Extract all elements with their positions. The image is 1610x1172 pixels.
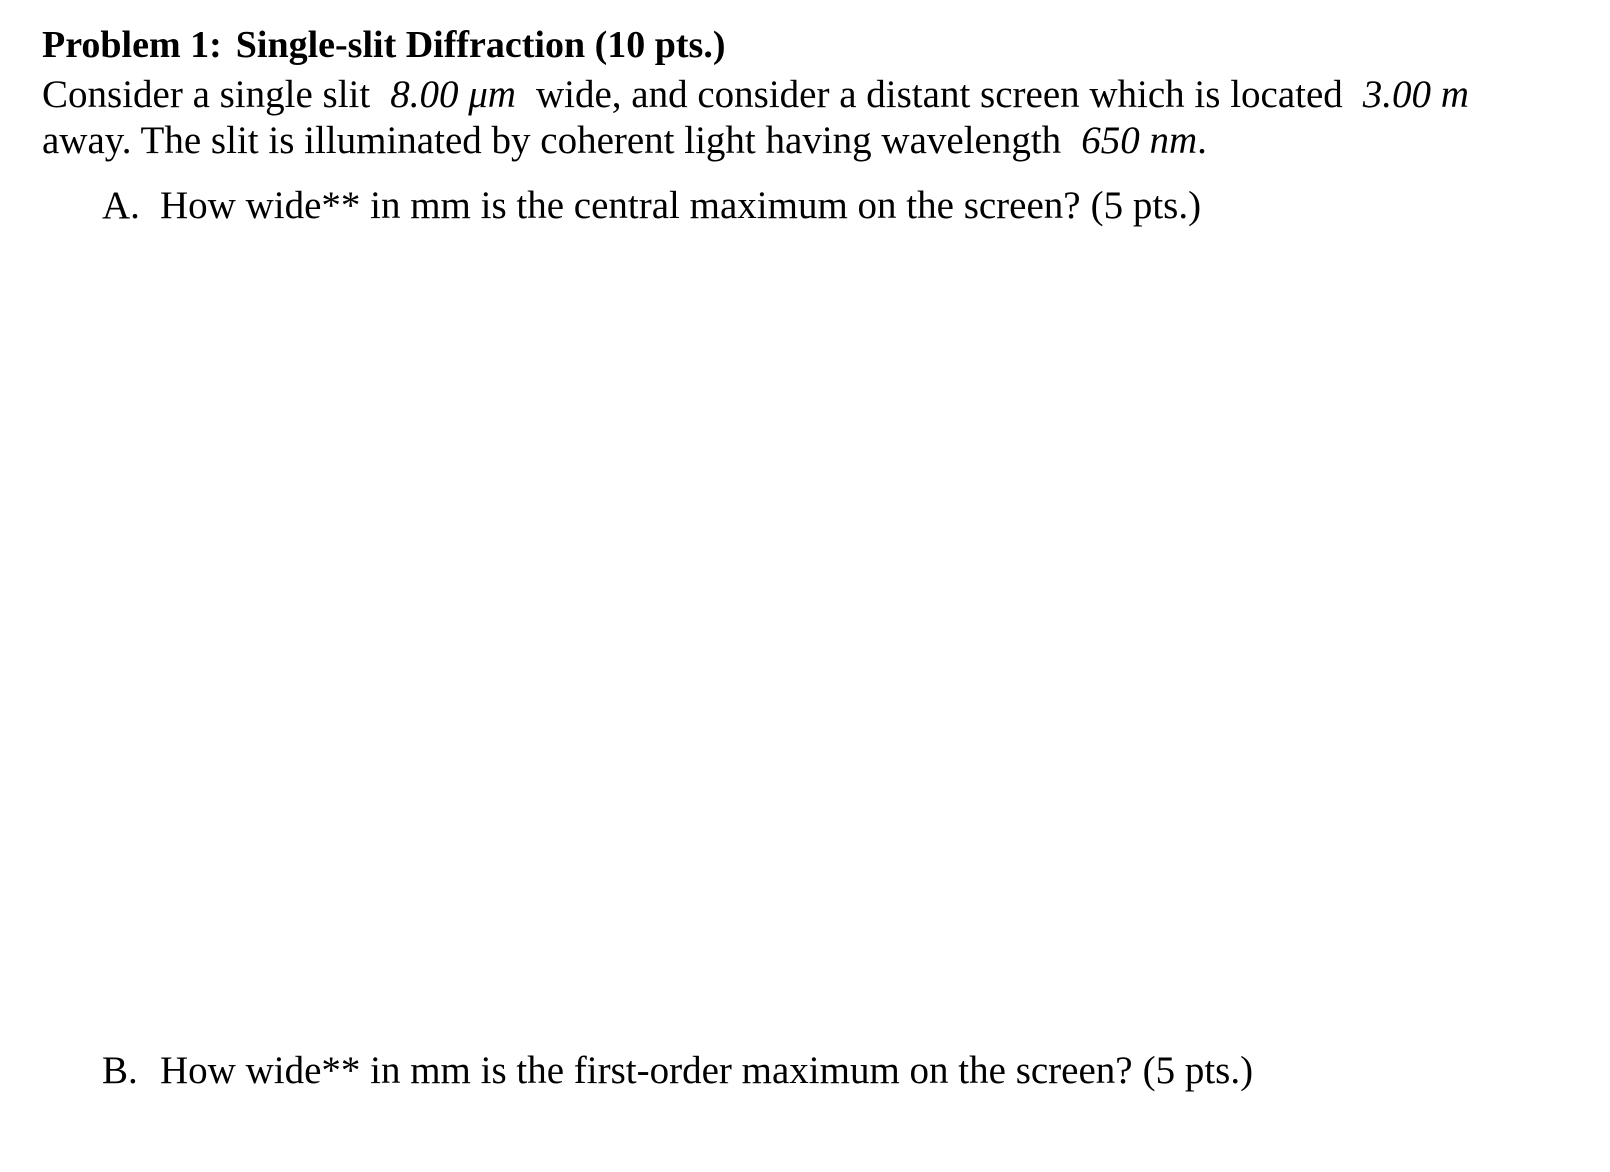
statement-text-1: Consider a single slit — [42, 73, 371, 116]
statement-text-3: away. The slit is illuminated by coherent light having wavelength — [42, 119, 1062, 162]
question-a — [102, 183, 1201, 229]
question-b — [102, 1048, 1253, 1094]
slit-width-value: 8.00 μm — [390, 73, 516, 116]
question-b-letter: B. — [102, 1049, 138, 1092]
question-a-letter: A. — [102, 184, 140, 227]
problem-heading — [42, 22, 726, 68]
statement-line-2 — [42, 118, 1207, 164]
question-b-points: (5 pts.) — [1142, 1049, 1254, 1092]
wavelength-value: 650 nm — [1081, 119, 1198, 162]
screen-distance-value: 3.00 m — [1362, 73, 1469, 116]
statement-text-2: wide, and consider a distant screen which is located — [535, 73, 1343, 116]
question-b-text: How wide** in mm is the first-order maximum on the screen? — [160, 1049, 1133, 1092]
question-a-text: How wide** in mm is the central maximum on the screen? — [160, 184, 1081, 227]
problem-label: Problem 1: — [42, 24, 222, 66]
statement-line-1 — [42, 72, 1469, 118]
problem-title: Single-slit Diffraction (10 pts.) — [235, 24, 726, 66]
question-a-points: (5 pts.) — [1090, 184, 1202, 227]
statement-end: . — [1197, 119, 1207, 162]
